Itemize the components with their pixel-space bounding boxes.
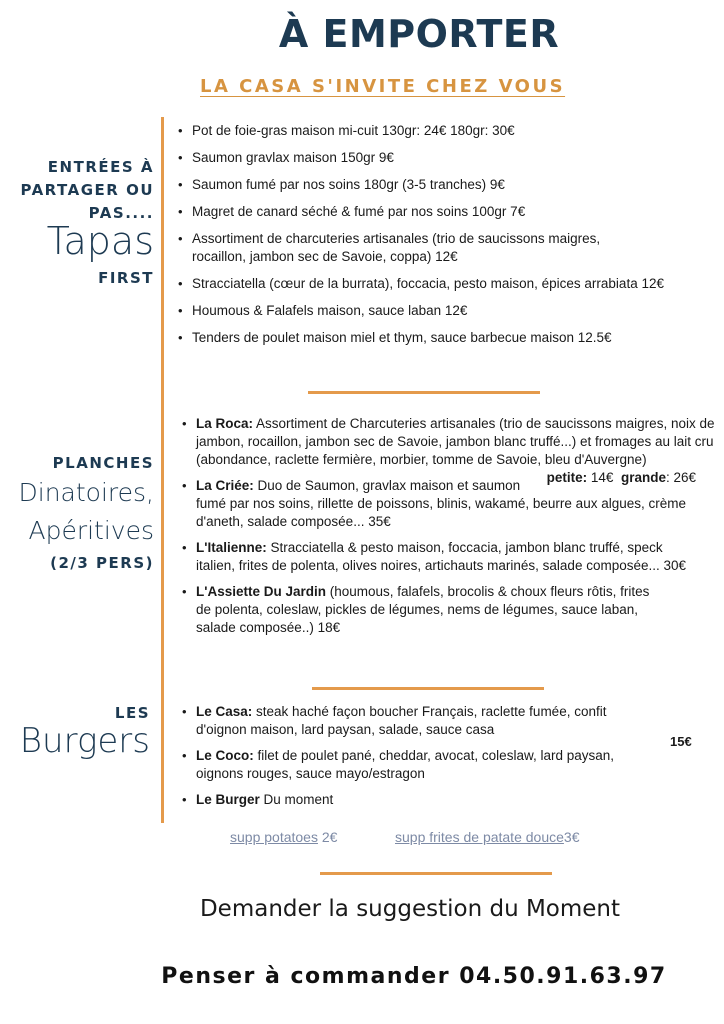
tapas-heading-line: PAS....	[88, 204, 154, 222]
item-desc: filet de poulet pané, cheddar, avocat, coleslaw, lard paysan, oignons rouges, sauce mayo/estragon	[196, 748, 615, 781]
item-desc: Duo de Saumon, gravlax maison et saumon fumé par nos soins, rillette de poissons, blinis, wakamé, beurre aux algues, crème d'aneth, salade composée... 35€	[196, 478, 686, 529]
subtitle: LA CASA S'INVITE CHEZ VOUS	[200, 76, 566, 97]
list-item: • Saumon gravlax maison 150gr 9€	[176, 149, 712, 167]
planches-heading-label: PLANCHES	[52, 454, 154, 472]
tapas-heading-line: ENTRÉES À	[47, 158, 154, 176]
phone-order-text: Penser à commander 04.50.91.63.97	[161, 964, 667, 989]
item-desc: steak haché façon boucher Français, raclette fumée, confit d'oignon maison, lard paysan, salade, sauce casa	[196, 704, 607, 737]
tapas-heading	[20, 156, 154, 290]
item-name: Le Casa:	[196, 704, 253, 719]
supp-frites-label: supp frites de patate douce	[395, 829, 564, 845]
planches-big-title-2: Apéritives	[28, 515, 154, 545]
tapas-first-label: FIRST	[98, 268, 154, 287]
tapas-big-title: Tapas	[46, 219, 154, 263]
list-item: • Tenders de poulet maison miel et thym, sauce barbecue maison 12.5€	[176, 329, 712, 347]
item-desc: Stracciatella & pesto maison, foccacia, jambon blanc truffé, speck italien, frites de polenta, olives noires, artichauts marinés, salade composée... 30€	[196, 540, 687, 573]
item-name: Le Burger	[196, 792, 260, 807]
list-item	[180, 791, 660, 809]
burgers-price: 15€	[670, 734, 692, 749]
item-desc: (houmous, falafels, brocolis & choux fleurs rôtis, frites de polenta, coleslaw, pickles de légumes, nems de légumes, sauce laban, salade composée..) 18€	[196, 584, 650, 635]
list-item	[180, 703, 660, 739]
list-item	[180, 415, 716, 485]
burgers-heading	[20, 702, 150, 760]
tapas-list	[176, 122, 712, 347]
section-divider	[320, 872, 552, 875]
section-divider	[308, 391, 540, 394]
planches-persons: (2/3 PERS)	[50, 554, 154, 572]
price-label: petite:	[546, 470, 588, 485]
item-name: L'Assiette Du Jardin	[196, 584, 326, 599]
supp-frites-price: 3€	[563, 829, 580, 845]
burgers-list	[180, 703, 660, 809]
list-item: • Magret de canard séché & fumé par nos soins 100gr 7€	[176, 203, 712, 221]
burgers-big-title: Burgers	[19, 721, 150, 761]
supp-potatoes-label: supp potatoes	[230, 829, 318, 845]
planches-heading	[19, 452, 155, 575]
item-name: La Roca:	[196, 416, 254, 431]
list-item: • Pot de foie-gras maison mi-cuit 130gr: 24€ 180gr: 30€	[176, 122, 712, 140]
suggestion-text: Demander la suggestion du Moment	[199, 896, 621, 922]
item-name: La Criée:	[196, 478, 254, 493]
item-desc: Du moment	[259, 792, 334, 807]
supp-potatoes-price: 2€	[317, 829, 338, 845]
item-desc: Assortiment de Charcuteries artisanales (trio de saucissons maigres, noix de jambon, rocaillon, jambon sec de Savoie, jambon blanc truffé...) et fromages au lait cru (abondance, raclette fermière, morbier, tomme de Savoie, bleu d'Auvergne)	[196, 416, 715, 467]
item-name: L'Italienne:	[196, 540, 267, 555]
price-value: : 26€	[665, 470, 696, 485]
vertical-divider	[161, 117, 164, 823]
page-title: À EMPORTER	[278, 12, 560, 56]
list-item: • Houmous & Falafels maison, sauce laban 12€	[176, 302, 712, 320]
list-item: • Assortiment de charcuteries artisanales (trio de saucissons maigres, rocaillon, jambon sec de Savoie, coppa) 12€	[176, 230, 712, 266]
list-item	[180, 747, 660, 783]
section-divider	[312, 687, 544, 690]
list-item	[180, 583, 716, 637]
planches-big-title-1: Dinatoires,	[18, 478, 154, 507]
list-item	[180, 477, 716, 531]
price-value: 14€	[587, 470, 614, 485]
tapas-heading-line: PARTAGER OU	[20, 181, 154, 199]
item-name: Le Coco:	[196, 748, 254, 763]
planches-list	[180, 415, 716, 637]
list-item	[180, 539, 716, 575]
list-item: • Stracciatella (cœur de la burrata), foccacia, pesto maison, épices arrabiata 12€	[176, 275, 712, 293]
burgers-heading-label: LES	[114, 704, 150, 722]
list-item: • Saumon fumé par nos soins 180gr (3-5 tranches) 9€	[176, 176, 712, 194]
supp-frites	[395, 829, 579, 845]
price-label: grande	[620, 470, 666, 485]
supp-potatoes	[230, 829, 337, 845]
